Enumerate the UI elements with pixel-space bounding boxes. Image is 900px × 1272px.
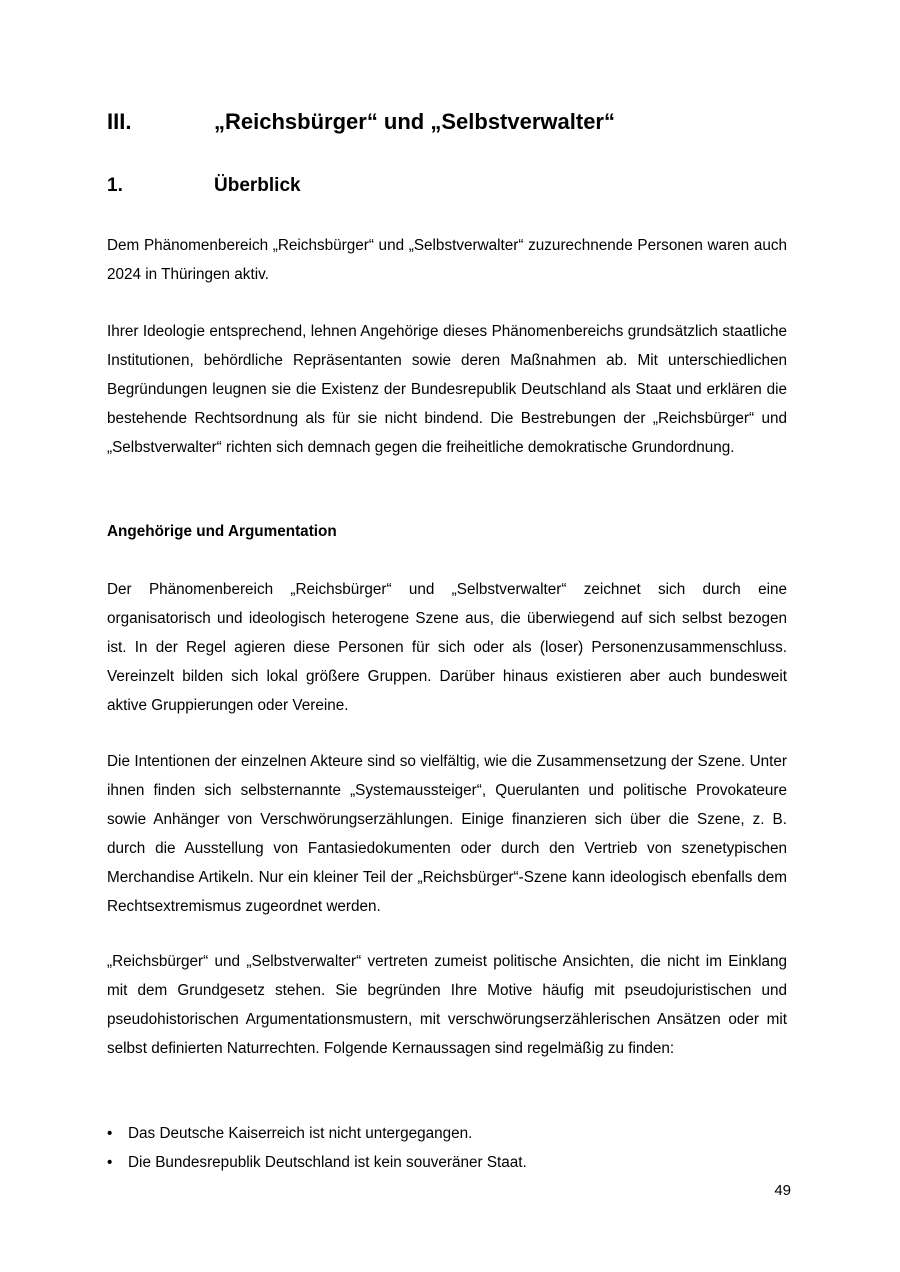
bullet-marker: •: [107, 1125, 113, 1142]
section-heading: [107, 172, 787, 200]
list-item-text: Das Deutsche Kaiserreich ist nicht untergegangen.: [128, 1125, 473, 1142]
list-item: [107, 1148, 787, 1177]
paragraph-scene: Der Phänomenbereich „Reichsbürger“ und „Selbstverwalter“ zeichnet sich durch eine organisatorisch und ideologisch heterogene Szene aus, die überwiegend auf sich selbst bezogen ist. In der Regel agieren diese Personen für sich oder als (loser) Personenzusammenschluss. Vereinzelt bilden sich lokal größere Gruppen. Darüber hinaus existieren aber auch bundesweit aktive Gruppierungen oder Vereine.: [107, 581, 787, 714]
bullet-marker: •: [107, 1154, 113, 1171]
chapter-number: III.: [107, 109, 132, 134]
section-number: 1.: [107, 175, 123, 196]
section-title: Überblick: [214, 175, 301, 196]
subheading: Angehörige und Argumentation: [107, 523, 337, 540]
paragraph-views: „Reichsbürger“ und „Selbstverwalter“ vertreten zumeist politische Ansichten, die nicht im Einklang mit dem Grundgesetz stehen. Sie begründen Ihre Motive häufig mit pseudojuristischen und pseudohistorischen Argumentationsmustern, mit verschwörungserzählerischen Ansätzen oder mit selbst definierten Naturrechten. Folgende Kernaussagen sind regelmäßig zu finden:: [107, 953, 787, 1057]
paragraph-intentions: Die Intentionen der einzelnen Akteure sind so vielfältig, wie die Zusammensetzung der Szene. Unter ihnen finden sich selbsternannte „Systemaussteiger“, Querulanten und politische Provokateure sowie Anhänger von Verschwörungserzählungen. Einige finanzieren sich über die Szene, z. B. durch die Ausstellung von Fantasiedokumenten oder durch den Vertrieb von szenetypischen Merchandise Artikeln. Nur ein kleiner Teil der „Reichsbürger“-Szene kann ideologisch ebenfalls dem Rechtsextremismus zugeordnet werden.: [107, 753, 787, 915]
list-item: [107, 1119, 787, 1148]
core-statements-list: [107, 1119, 787, 1177]
paragraph-ideology: Ihrer Ideologie entsprechend, lehnen Angehörige dieses Phänomenbereichs grundsätzlich staatliche Institutionen, behördliche Repräsentanten sowie deren Maßnahmen ab. Mit unterschiedlichen Begründungen leugnen sie die Existenz der Bundesrepublik Deutschland als Staat und erklären die bestehende Rechtsordnung als für sie nicht bindend. Die Bestrebungen der „Reichsbürger“ und „Selbstverwalter“ richten sich demnach gegen die freiheitliche demokratische Grundordnung.: [107, 323, 787, 456]
paragraph-intro: Dem Phänomenbereich „Reichsbürger“ und „Selbstverwalter“ zuzurechnende Personen waren auch 2024 in Thüringen aktiv.: [107, 237, 787, 283]
page-number: 49: [774, 1182, 791, 1199]
chapter-heading: [107, 106, 787, 138]
list-item-text: Die Bundesrepublik Deutschland ist kein souveräner Staat.: [128, 1154, 527, 1171]
chapter-title: „Reichsbürger“ und „Selbstverwalter“: [214, 109, 615, 134]
